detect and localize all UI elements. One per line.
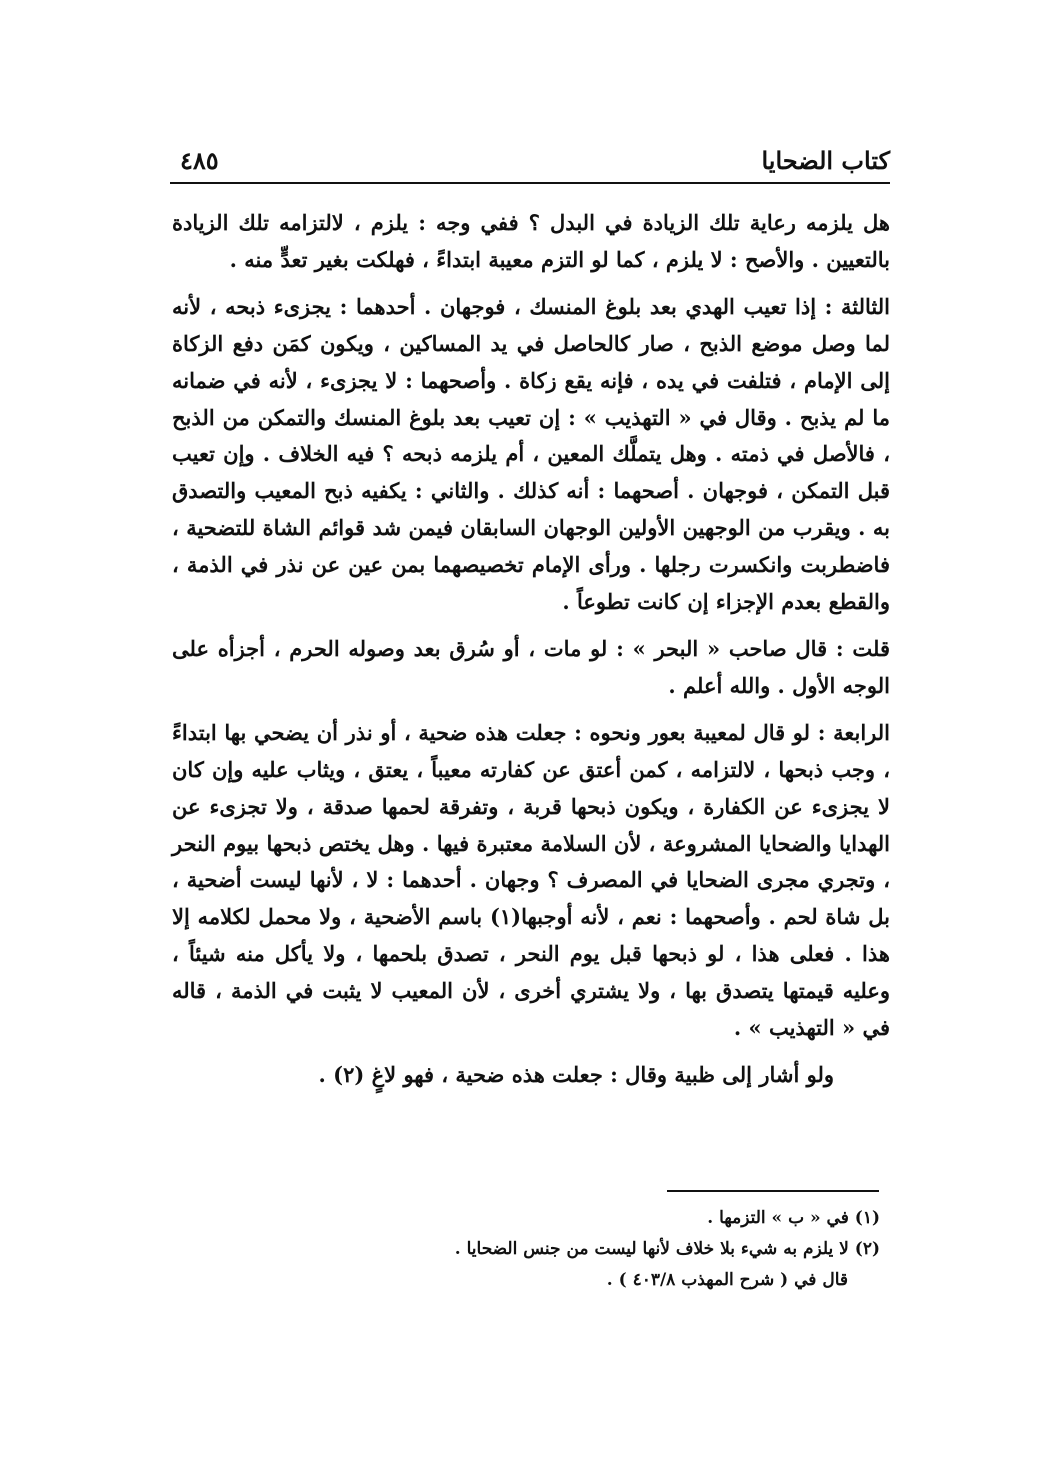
paragraph-gazelle [172,1057,890,1094]
footnotes [300,1203,880,1296]
paragraph-continuation [172,205,890,279]
paragraph-text: : لو قال لمعيبة بعور ونحوه : جعلت هذه ضحية ، أو نذر أن يضحي بها ابتداءً ، وجب ذبحها ، لالتزامه ، كمن أعتق عن كفارته معيباً ، يعتق ، ويثاب عليه وإن كان لا يجزىء عن الكفارة ، ويكون ذبحها قربة ، وتفرقة لحمها صدقة ، ولا تجزىء عن الهدايا والضحايا المشروعة ، لأن السلامة معتبرة فيها . وهل يختص ذبحها بيوم النحر ، وتجري مجرى الضحايا في المصرف ؟ وجهان . أحدهما : لا ، لأنها ليست أضحية ، بل شاة لحم . وأصحهما : نعم ، لأنه أوجبها(١) باسم الأضحية ، ولا محمل لكلامه إلا هذا . فعلى هذا ، لو ذبحها قبل يوم النحر ، تصدق بلحمها ، ولا يأكل منه شيئاً ، وعليه قيمتها يتصدق بها ، ولا يشتري أخرى ، لأن المعيب لا يثبت في الذمة ، قاله في « التهذيب » . [172,719,890,1041]
footnote-2: (٢) لا يلزم به شيء بلا خلاف لأنها ليست من جنس الضحايا . [454,1239,880,1259]
footnote-1: (١) في « ب » التزمها . [707,1208,880,1228]
main-text [172,205,890,1094]
paragraph-lead: الرابعة [833,719,890,745]
header-rule [170,182,890,184]
paragraph-text: هل يلزمه رعاية تلك الزيادة في البدل ؟ ففي وجه : يلزم ، لالتزامه تلك الزيادة بالتعيين . والأصح : لا يلزم ، كما لو التزم معيبة ابتداءً ، فهلكت بغير تعدٍّ منه . [172,210,890,272]
paragraph-text: : قال صاحب « البحر » : لو مات ، أو سُرق بعد وصوله الحرم ، أجزأه على الوجه الأول . والله أعلم . [172,635,890,698]
running-header [170,140,890,184]
header-title: كتاب الضحايا [761,146,890,175]
paragraph-text: ولو أشار إلى ظبية وقال : جعلت هذه ضحية ، فهو لاغٍ (٢) . [318,1061,834,1087]
paragraph-text: : إذا تعيب الهدي بعد بلوغ المنسك ، فوجهان . أحدهما : يجزىء ذبحه ، لأنه لما وصل موضع الذبح ، صار كالحاصل في يد المساكين ، ويكون كمَن دفع الزكاة إلى الإمام ، فتلفت في يده ، فإنه يقع زكاة . وأصحهما : لا يجزىء ، لأنه في ضمانه ما لم يذبح . وقال في « التهذيب » : إن تعيب بعد بلوغ المنسك والتمكن من الذبح ، فالأصل في ذمته . وهل يتملَّك المعين ، أم يلزمه ذبحه ؟ فيه الخلاف . وإن تعيب قبل التمكن ، فوجهان . أصحهما : أنه كذلك . والثاني : يكفيه ذبح المعيب والتصدق به . ويقرب من الوجهين الأولين الوجهان السابقان فيمن شد قوائم الشاة للتضحية ، فاضطربت وانكسرت رجلها . ورأى الإمام تخصيصهما بمن عين عن نذر في الذمة ، والقطع بعدم الإجزاء إن كانت تطوعاً . [172,293,890,615]
page-number: ٤٨٥ [180,146,219,175]
paragraph-comment [172,631,890,705]
footnote-rule [667,1190,879,1192]
paragraph-third-case [172,289,890,621]
footnote-2-continuation: قال في ( شرح المهذب ٤٠٣/٨ ) . [606,1270,848,1290]
paragraph-lead: الثالثة [841,293,890,319]
paragraph-fourth-case [172,715,890,1047]
paragraph-lead: قلت [852,635,890,661]
